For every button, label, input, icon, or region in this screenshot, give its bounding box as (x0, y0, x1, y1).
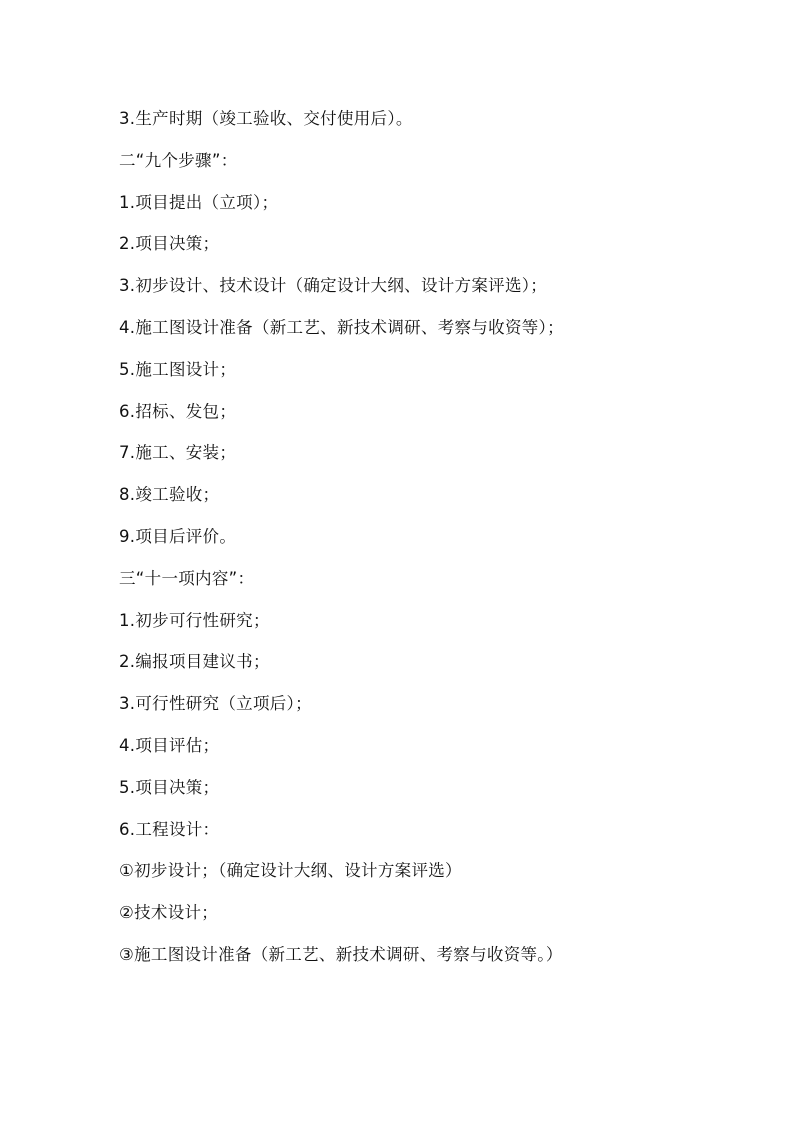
text-line: ③施工图设计准备（新工艺、新技术调研、考察与收资等。） (119, 944, 563, 964)
document-body (119, 105, 759, 983)
text-line: 7.施工、安装； (119, 443, 237, 463)
text-line: ①初步设计；（确定设计大纲、设计方案评选） (119, 861, 462, 881)
text-line: 3.生产时期（竣工验收、交付使用后）。 (119, 109, 413, 128)
text-line: 4.项目评估； (119, 735, 220, 755)
text-line: ②技术设计； (119, 903, 219, 923)
text-line: 6.招标、发包； (119, 401, 237, 421)
text-line: 1.项目提出（立项）； (119, 192, 279, 212)
text-line: 3.可行性研究（立项后）； (119, 694, 312, 714)
section-heading: 三“十一项内容”： (119, 568, 255, 588)
text-line: 2.编报项目建议书； (119, 652, 270, 672)
text-line: 9.项目后评价。 (119, 526, 237, 546)
text-line: 6.工程设计： (119, 819, 220, 839)
text-line: 5.施工图设计； (119, 359, 237, 379)
text-line: 8.竣工验收； (119, 485, 220, 505)
text-line: 5.项目决策； (119, 777, 220, 797)
section-heading: 二“九个步骤”： (119, 150, 238, 170)
text-line: 2.项目决策； (119, 234, 220, 254)
text-line: 4.施工图设计准备（新工艺、新技术调研、考察与收资等）； (119, 317, 564, 337)
text-line: 1.初步可行性研究； (119, 610, 270, 630)
text-line: 3.初步设计、技术设计（确定设计大纲、设计方案评选）； (119, 276, 548, 296)
